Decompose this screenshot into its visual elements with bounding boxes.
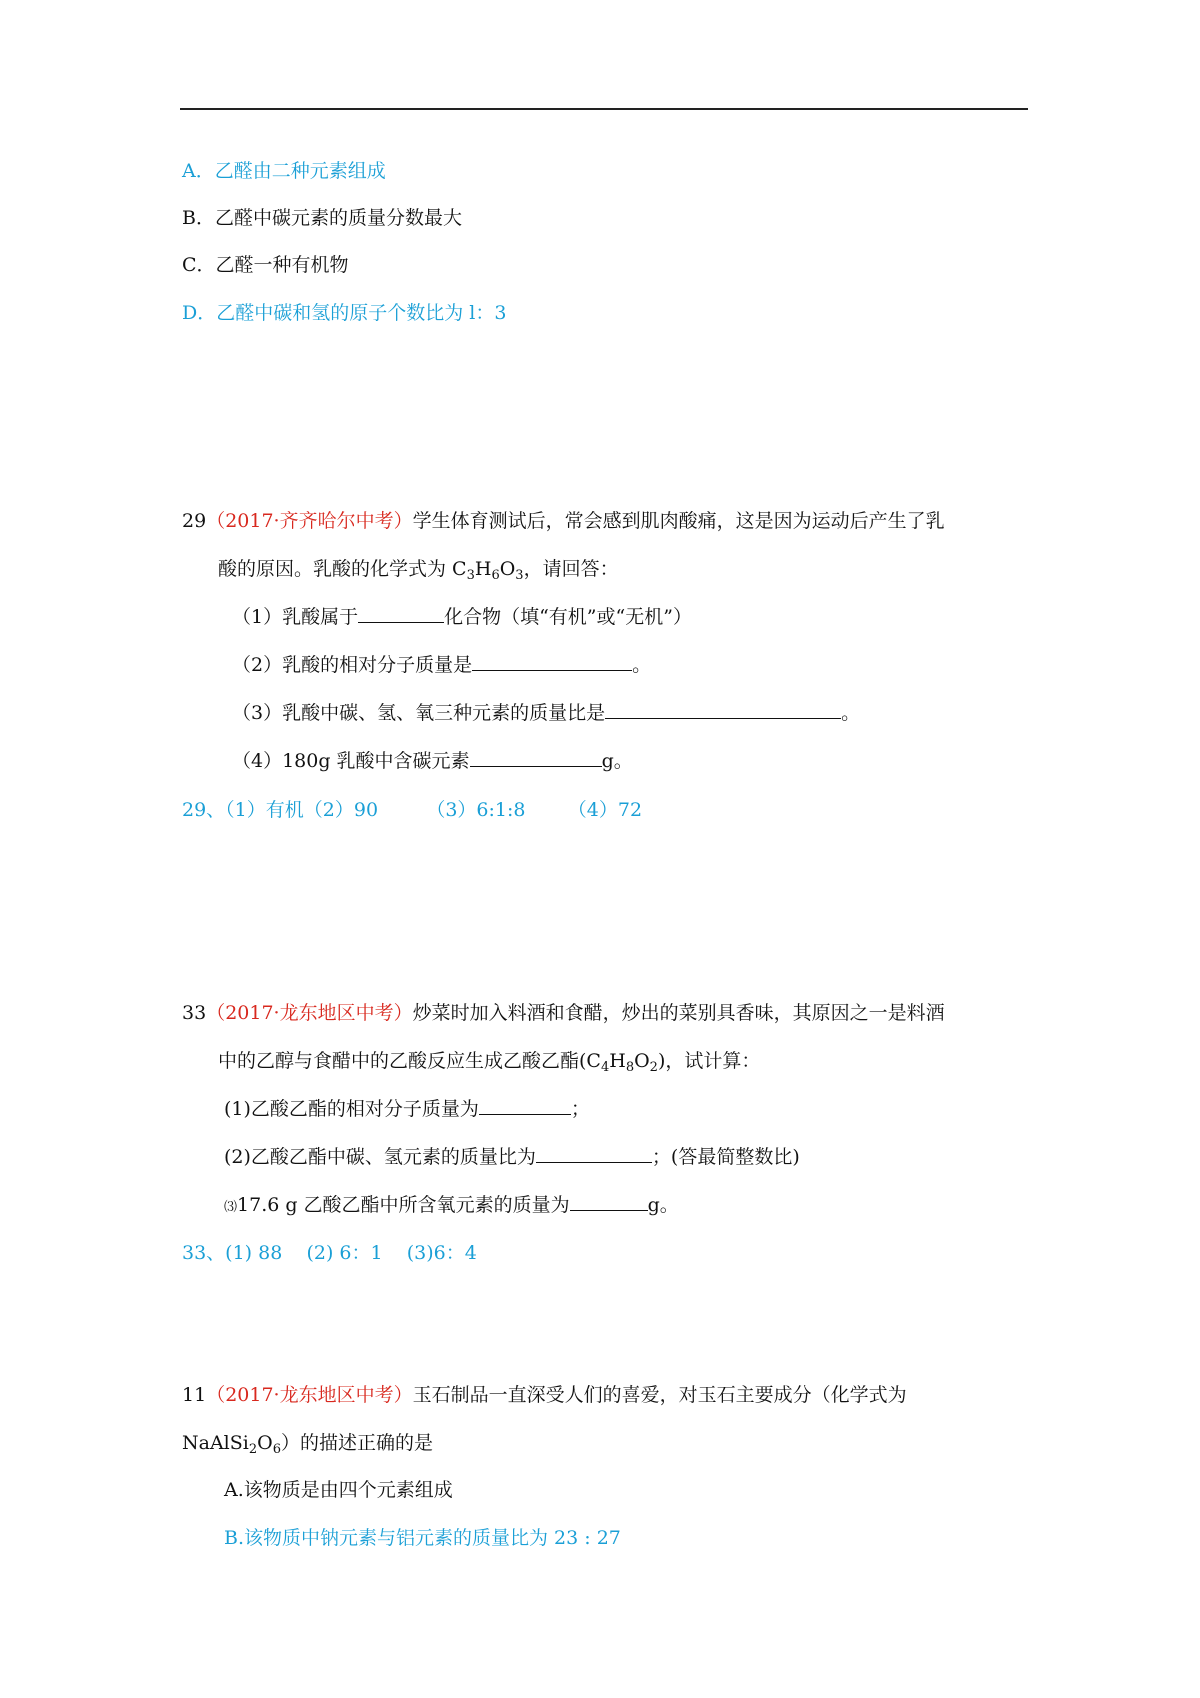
q33-part-1	[224, 1096, 590, 1122]
option-b	[182, 205, 462, 231]
q29-part-3	[232, 700, 860, 726]
formula-subscript: 2	[649, 1060, 658, 1075]
stem-text: )，试计算：	[657, 1050, 761, 1072]
question-source: （2017·齐齐哈尔中考）	[206, 510, 413, 532]
formula-subscript: 4	[600, 1060, 610, 1075]
part-text: g。	[601, 750, 633, 772]
stem-text: NaAlSi	[182, 1432, 249, 1454]
q33-answer: 33、(1) 88 (2) 6：1 (3)6：4	[182, 1242, 477, 1264]
q29-part-4	[232, 748, 633, 774]
part-text: 。	[632, 654, 652, 676]
header-rule	[180, 108, 1028, 110]
answer-blank[interactable]	[479, 1096, 571, 1115]
q11-option-a: A.该物质是由四个元素组成	[224, 1479, 453, 1501]
question-text: 玉石制品一直深受人们的喜爱，对玉石主要成分（化学式为	[412, 1384, 907, 1406]
question-number: 11	[182, 1384, 207, 1406]
option-label: A．	[182, 160, 215, 182]
part-text: (2)乙酸乙酯中碳、氢元素的质量比为	[224, 1146, 536, 1168]
formula-subscript: 2	[248, 1442, 258, 1457]
part-text: 。	[841, 702, 861, 724]
answer-blank[interactable]	[358, 604, 444, 623]
formula-element: O	[499, 558, 516, 580]
answer-blank[interactable]	[470, 748, 602, 767]
part-text: ；(答最简整数比)	[651, 1146, 800, 1168]
option-text: 乙醛一种有机物	[215, 254, 349, 276]
option-label: B．	[182, 207, 215, 229]
question-text: 学生体育测试后，常会感到肌肉酸痛，这是因为运动后产生了乳	[412, 510, 945, 532]
question-text: 炒菜时加入料酒和食醋，炒出的菜别具香味，其原因之一是料酒	[412, 1002, 945, 1024]
option-text: 乙醛中碳和氢的原子个数比为 l：3	[216, 302, 507, 324]
question-number: 33	[182, 1002, 207, 1024]
formula-subscript: 3	[466, 568, 475, 583]
formula-subscript: 8	[625, 1060, 635, 1075]
question-number: 29	[182, 510, 207, 532]
answer-blank[interactable]	[570, 1192, 648, 1211]
option-text: 乙醛由二种元素组成	[214, 160, 386, 182]
stem-text: 中的乙醇与食醋中的乙酸反应生成乙酸乙酯(C	[218, 1050, 601, 1072]
stem-text: ）的描述正确的是	[280, 1432, 433, 1454]
q11-stem-line2	[182, 1430, 433, 1456]
q29-part-1	[232, 604, 692, 630]
q33-stem-line1	[182, 1000, 945, 1026]
part-text: g。	[647, 1194, 679, 1216]
formula-element: O	[257, 1432, 273, 1454]
formula-subscript: 3	[515, 568, 524, 583]
question-source: （2017·龙东地区中考）	[206, 1384, 413, 1406]
q33-part-2	[224, 1144, 800, 1170]
option-label: D．	[182, 302, 217, 324]
question-source: （2017·龙东地区中考）	[206, 1002, 413, 1024]
part-text: （3）乳酸中碳、氢、氧三种元素的质量比是	[232, 702, 606, 724]
formula-element: H	[474, 558, 492, 580]
formula-element: H	[609, 1050, 626, 1072]
option-text: 乙醛中碳元素的质量分数最大	[214, 207, 462, 229]
part-text: ；	[570, 1098, 590, 1120]
part-marker: ⑶	[224, 1200, 238, 1215]
part-text: （1）乳酸属于	[232, 606, 359, 628]
q29-stem-line2	[218, 556, 619, 582]
q29-part-2	[232, 652, 651, 678]
q11-stem-line1	[182, 1382, 907, 1408]
answer-blank[interactable]	[605, 700, 841, 719]
part-text: (1)乙酸乙酯的相对分子质量为	[224, 1098, 479, 1120]
part-text: （4）180g 乳酸中含碳元素	[232, 750, 470, 772]
option-c	[182, 252, 349, 278]
option-d	[182, 300, 506, 326]
q11-option-b: B.该物质中钠元素与铝元素的质量比为 23 : 27	[224, 1527, 621, 1549]
q29-stem-line1	[182, 508, 945, 534]
formula-subscript: 6	[491, 568, 500, 583]
option-a	[182, 158, 386, 184]
formula-element: O	[634, 1050, 650, 1072]
answer-blank[interactable]	[536, 1144, 652, 1163]
part-text: 17.6 g 乙酸乙酯中所含氧元素的质量为	[237, 1194, 570, 1216]
q29-answer: 29、（1）有机（2）90 （3）6:1:8 （4）72	[182, 799, 643, 821]
option-label: C．	[182, 254, 216, 276]
part-text: （2）乳酸的相对分子质量是	[232, 654, 473, 676]
part-text: 化合物（填“有机”或“无机”）	[444, 606, 692, 628]
stem-text: ，请回答：	[523, 558, 619, 580]
q33-stem-line2	[218, 1048, 760, 1074]
q33-part-3	[224, 1192, 679, 1221]
stem-text: 酸的原因。乳酸的化学式为 C	[218, 558, 467, 580]
formula-subscript: 6	[272, 1442, 281, 1457]
answer-blank[interactable]	[472, 652, 632, 671]
